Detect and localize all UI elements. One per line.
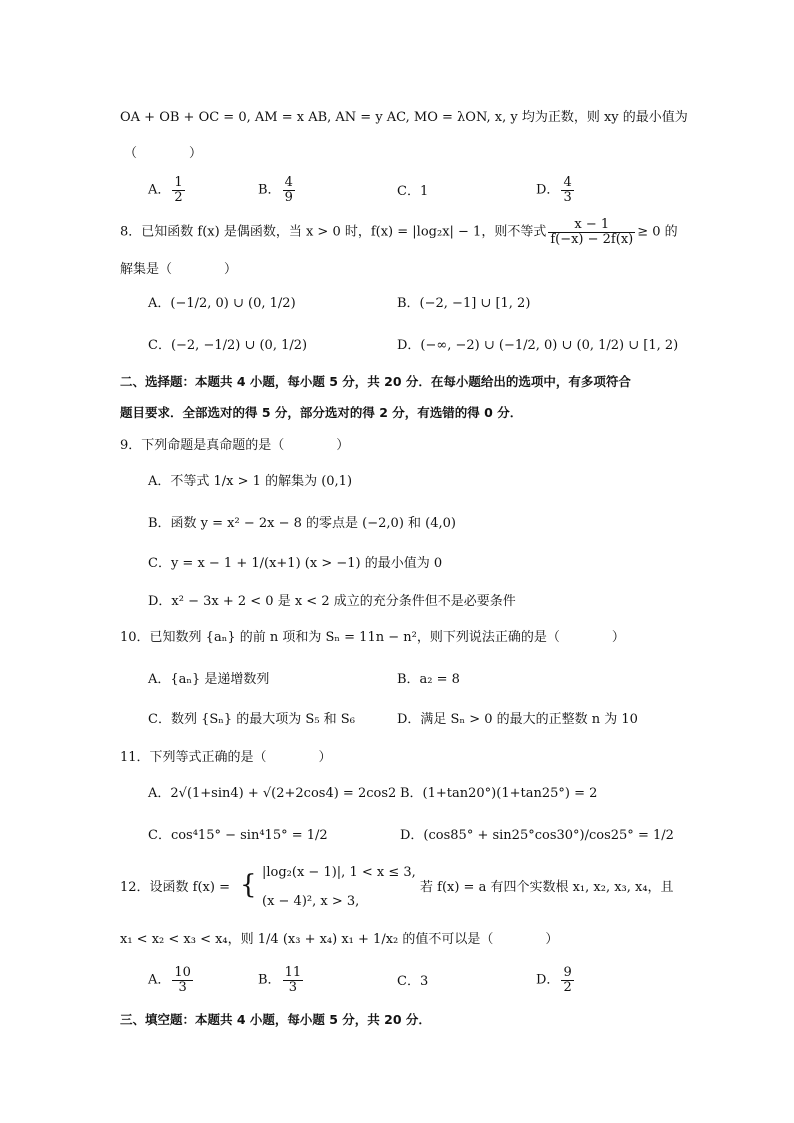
q7-option-d-label: D． bbox=[536, 182, 560, 198]
q8-stem-b: ≥ 0 的 bbox=[637, 224, 678, 240]
section2-heading-line1: 二、选择题：本题共 4 小题，每小题 5 分，共 20 分．在每小题给出的选项中，有多项符合 bbox=[120, 374, 631, 389]
q12-option-c-label: C． bbox=[397, 974, 420, 989]
q8-frac-den: f(−x) − 2f(x) bbox=[550, 231, 634, 247]
q12-option-d-label: D． bbox=[536, 972, 560, 988]
q7-option-d-num: 4 bbox=[563, 175, 572, 190]
q10-option-b: B．a₂ = 8 bbox=[397, 672, 460, 687]
section2-heading-line2: 题目要求．全部选对的得 5 分，部分选对的得 2 分，有选错的得 0 分． bbox=[120, 405, 523, 420]
q7-option-b-label: B． bbox=[258, 182, 281, 198]
q9-option-a: A．不等式 1/x > 1 的解集为 (0,1) bbox=[148, 474, 353, 489]
q12-option-a-num: 10 bbox=[174, 965, 191, 980]
q11-option-b: B．(1+tan20°)(1+tan25°) = 2 bbox=[400, 786, 598, 801]
q7-option-a-label: A． bbox=[148, 182, 171, 198]
q10-stem: 10．已知数列 {aₙ} 的前 n 项和为 Sₙ = 11n − n²，则下列说法正确的是（ ） bbox=[120, 630, 625, 645]
q9-option-d: D．x² − 3x + 2 < 0 是 x < 2 成立的充分条件但不是必要条件 bbox=[148, 594, 516, 609]
q8-stem-a: 8．已知函数 f(x) 是偶函数，当 x > 0 时，f(x) = |log₂x| − 1，则不等式 bbox=[120, 224, 547, 240]
q7-option-a bbox=[148, 176, 187, 204]
q8-stem-line2: 解集是（ ） bbox=[120, 262, 238, 277]
q11-option-c: C．cos⁴15° − sin⁴15° = 1/2 bbox=[148, 828, 328, 843]
q12-case1: |log₂(x − 1)|, 1 < x ≤ 3, bbox=[262, 865, 416, 880]
q7-paren: （ ） bbox=[124, 146, 203, 161]
q9-stem: 9．下列命题是真命题的是（ ） bbox=[120, 438, 350, 453]
q7-option-a-num: 1 bbox=[174, 175, 183, 190]
q12-option-b bbox=[258, 966, 305, 994]
q12-stem-b: 若 f(x) = a 有四个实数根 x₁, x₂, x₃, x₄，且 bbox=[420, 880, 674, 895]
q12-option-b-num: 11 bbox=[284, 965, 302, 980]
q8-option-c: C．(−2, −1/2) ∪ (0, 1/2) bbox=[148, 338, 308, 353]
q12-option-c bbox=[397, 972, 428, 992]
q12-option-c-text: 3 bbox=[419, 974, 429, 989]
q12-stem-a: 12．设函数 f(x) = bbox=[120, 880, 230, 895]
q7-option-c-text: 1 bbox=[419, 184, 429, 199]
q7-option-b bbox=[258, 176, 297, 204]
q8-option-d: D．(−∞, −2) ∪ (−1/2, 0) ∪ (0, 1/2) ∪ [1, 2) bbox=[397, 338, 679, 353]
q10-option-c: C．数列 {Sₙ} 的最大项为 S₅ 和 S₆ bbox=[148, 712, 355, 727]
q7-option-d-den: 3 bbox=[563, 189, 572, 205]
q8-option-a: A．(−1/2, 0) ∪ (0, 1/2) bbox=[148, 296, 296, 311]
q7-option-b-num: 4 bbox=[284, 175, 293, 190]
q7-option-d bbox=[536, 176, 576, 204]
q7-stem: OA + OB + OC = 0, AM = x AB, AN = y AC, MO = λON, x, y 均为正数，则 xy 的最小值为 bbox=[120, 110, 688, 125]
q12-option-d bbox=[536, 966, 576, 994]
q12-case2: (x − 4)², x > 3, bbox=[262, 894, 360, 909]
section3-heading: 三、填空题：本题共 4 小题，每小题 5 分，共 20 分． bbox=[120, 1012, 431, 1027]
q7-option-c bbox=[397, 182, 428, 202]
q7-option-c-label: C． bbox=[397, 184, 420, 199]
q12-option-d-den: 2 bbox=[563, 979, 572, 995]
q12-option-b-label: B． bbox=[258, 972, 281, 988]
q12-option-d-num: 9 bbox=[563, 965, 572, 980]
q7-option-a-den: 2 bbox=[174, 189, 183, 205]
q12-brace: { bbox=[240, 870, 257, 900]
q10-option-a: A．{aₙ} 是递增数列 bbox=[148, 672, 270, 687]
q10-option-d: D．满足 Sₙ > 0 的最大的正整数 n 为 10 bbox=[397, 712, 638, 727]
q12-stem-line2: x₁ < x₂ < x₃ < x₄，则 1/4 (x₃ + x₄) x₁ + 1/x₂ 的值不可以是（ ） bbox=[120, 932, 559, 947]
q8-stem bbox=[120, 218, 678, 246]
q12-option-a-label: A． bbox=[148, 972, 171, 988]
q7-option-b-den: 9 bbox=[284, 189, 293, 205]
q12-option-a bbox=[148, 966, 195, 994]
q12-option-b-den: 3 bbox=[288, 979, 297, 995]
q11-option-a: A．2√(1+sin4) + √(2+2cos4) = 2cos2 bbox=[148, 786, 397, 801]
q11-option-d: D．(cos85° + sin25°cos30°)/cos25° = 1/2 bbox=[400, 828, 674, 843]
q12-option-a-den: 3 bbox=[178, 979, 187, 995]
q8-option-b: B．(−2, −1] ∪ [1, 2) bbox=[397, 296, 531, 311]
q8-frac-num: x − 1 bbox=[548, 218, 635, 233]
q9-option-b: B．函数 y = x² − 2x − 8 的零点是 (−2,0) 和 (4,0) bbox=[148, 516, 456, 531]
q9-option-c: C．y = x − 1 + 1/(x+1) (x > −1) 的最小值为 0 bbox=[148, 556, 443, 571]
q11-stem: 11．下列等式正确的是（ ） bbox=[120, 750, 332, 765]
